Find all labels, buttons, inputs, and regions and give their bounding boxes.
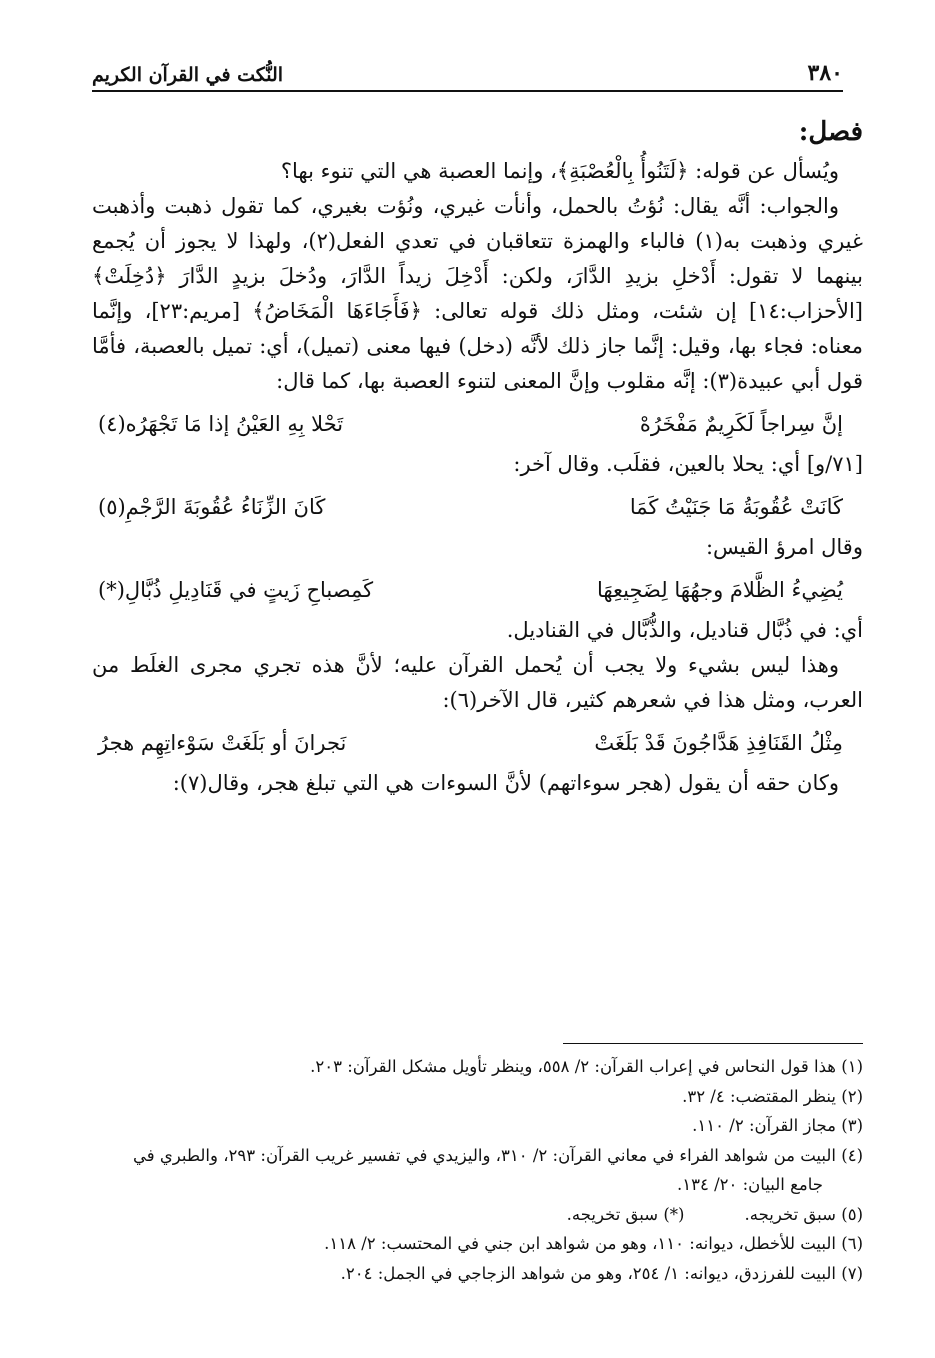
book-title: النُّكت في القرآن الكريم — [92, 64, 284, 86]
main-text — [92, 112, 863, 801]
verse-4 — [92, 724, 863, 762]
footnote-continuation: جامع البيان: ٢٠/ ١٣٤. — [676, 1175, 823, 1194]
footnote-star: (*) سبق تخريجه. — [566, 1204, 685, 1224]
footnote-2: (٢) ينظر المقتضب: ٤/ ٣٢. — [682, 1086, 863, 1106]
paragraph-closing: وكان حقه أن يقول (هجر سوءاتهم) لأنَّ السوءات هي التي تبلغ هجر، وقال(٧): — [172, 771, 839, 795]
footnotes — [92, 1052, 863, 1288]
verse-hemistich-first: كَانَتْ عُقُوبَةُ مَا جَنَيْتُ كَمَا — [629, 495, 843, 519]
footnote-5: (٥) سبق تخريجه. — [744, 1204, 863, 1224]
footnote-4-continued — [92, 1170, 863, 1200]
paragraph-imru-al-qais: وقال امرؤ القيس: — [705, 535, 863, 559]
footnote-1: (١) هذا قول النحاس في إعراب القرآن: ٢/ ٥٥٨، وينظر تأويل مشكل القرآن: ٢٠٣. — [310, 1057, 863, 1076]
paragraph-explanation: [٧١/و] أي: يحلا بالعين، فقلَب. وقال آخر: — [513, 452, 863, 476]
verse-hemistich-second: كَمِصباحِ زَيتٍ في قَنَادِيلِ ذُبَّالِ(*) — [98, 578, 374, 602]
paragraph-dhubbal: أي: في ذُبَّال قناديل، والذُّبَّال في القناديل. — [506, 618, 863, 642]
paragraph-comment: وهذا ليس بشيء ولا يجب أن يُحمل القرآن عليه؛ لأنَّ هذه تجري مجرى الغلَط من العرب، ومثل هذا في شعرهم كثير، قال الآخر(٦): — [92, 653, 863, 712]
verse-hemistich-first: إنَّ سِراجاً لَكَرِيمٌ مَفْخَرُهْ — [639, 412, 843, 436]
footnote-5-row — [92, 1200, 863, 1230]
verse-2 — [92, 488, 863, 526]
verse-hemistich-second: كَانَ الزِّنَاءُ عُقُوبَةَ الرَّجْمِ(٥) — [98, 495, 326, 519]
verse-hemistich-second: تَحْلا بِهِ العَيْنُ إذا مَا تَجْهَرُه(٤) — [98, 412, 344, 436]
footnote-divider — [563, 1043, 863, 1044]
verse-1 — [92, 405, 863, 443]
section-title: فصل: — [798, 117, 863, 147]
verse-hemistich-first: يُضِيءُ الظَّلامَ وجهُهَا لِضَجِيعِهَا — [596, 578, 843, 602]
verse-hemistich-first: مِثْلُ القَنَافِذِ هَدَّاجُونَ قَدْ بَلَغَتْ — [594, 731, 843, 755]
paragraph-question: ويُسأل عن قوله: ﴿لَتَنُوأُ بِالْعُصْبَةِ﴾، وإنما العصبة هي التي تنوء بها؟ — [280, 159, 839, 183]
verse-3 — [92, 571, 863, 609]
footnote-3: (٣) مجاز القرآن: ٢/ ١١٠. — [692, 1116, 863, 1135]
footnote-7: (٧) البيت للفرزدق، ديوانه: ١/ ٢٥٤، وهو من شواهد الزجاجي في الجمل: ٢٠٤. — [340, 1263, 863, 1283]
footnote-6: (٦) البيت للأخطل، ديوانه: ١١٠، وهو من شواهد ابن جني في المحتسب: ٢/ ١١٨. — [324, 1234, 863, 1253]
footnote-4: (٤) البيت من شواهد الفراء في معاني القرآن: ٢/ ٣١٠، واليزيدي في تفسير غريب القرآن: ٢٩٣، والطبري في — [132, 1145, 863, 1165]
page-number: ٣٨٠ — [807, 60, 843, 86]
verse-hemistich-second: نَجرانَ أو بَلَغَتْ سَوْءاتِهِم هجرُ — [98, 731, 347, 755]
running-header — [92, 56, 843, 92]
paragraph-answer: والجواب: أنَّه يقال: نُؤتُ بالحمل، وأنأت غيري، ونُؤت بغيري، كما تقول ذهبت وأذهبت غيري وذهبت به(١) فالباء والهمزة تتعاقبان في تعدي الفعل(٢)، ولهذا لا يجوز أن يُجمع بينهما لا تقول: أَدْخلِ بزيدِ الدَّارَ، ولكن: أَدْخِلَ زيداً الدَّارَ، ودُخلَ بزيدٍ الدَّارَ ﴿دُخِلَتْ﴾ [الأحزاب:١٤] إن شئت، ومثل ذلك قوله تعالى: ﴿فَأَجَاءَهَا الْمَخَاضُ﴾ [مريم:٢٣]، وإنَّما معناه: فجاء بها، وقيل: إنَّما جاز ذلك لأنَّه (دخل) فيها معنى (تميل)، أي: تميل بالعصبة، فأمَّا قول أبي عبيدة(٣): إنَّه مقلوب وإنَّ المعنى لتنوء العصبة بها، كما قال: — [92, 194, 864, 393]
